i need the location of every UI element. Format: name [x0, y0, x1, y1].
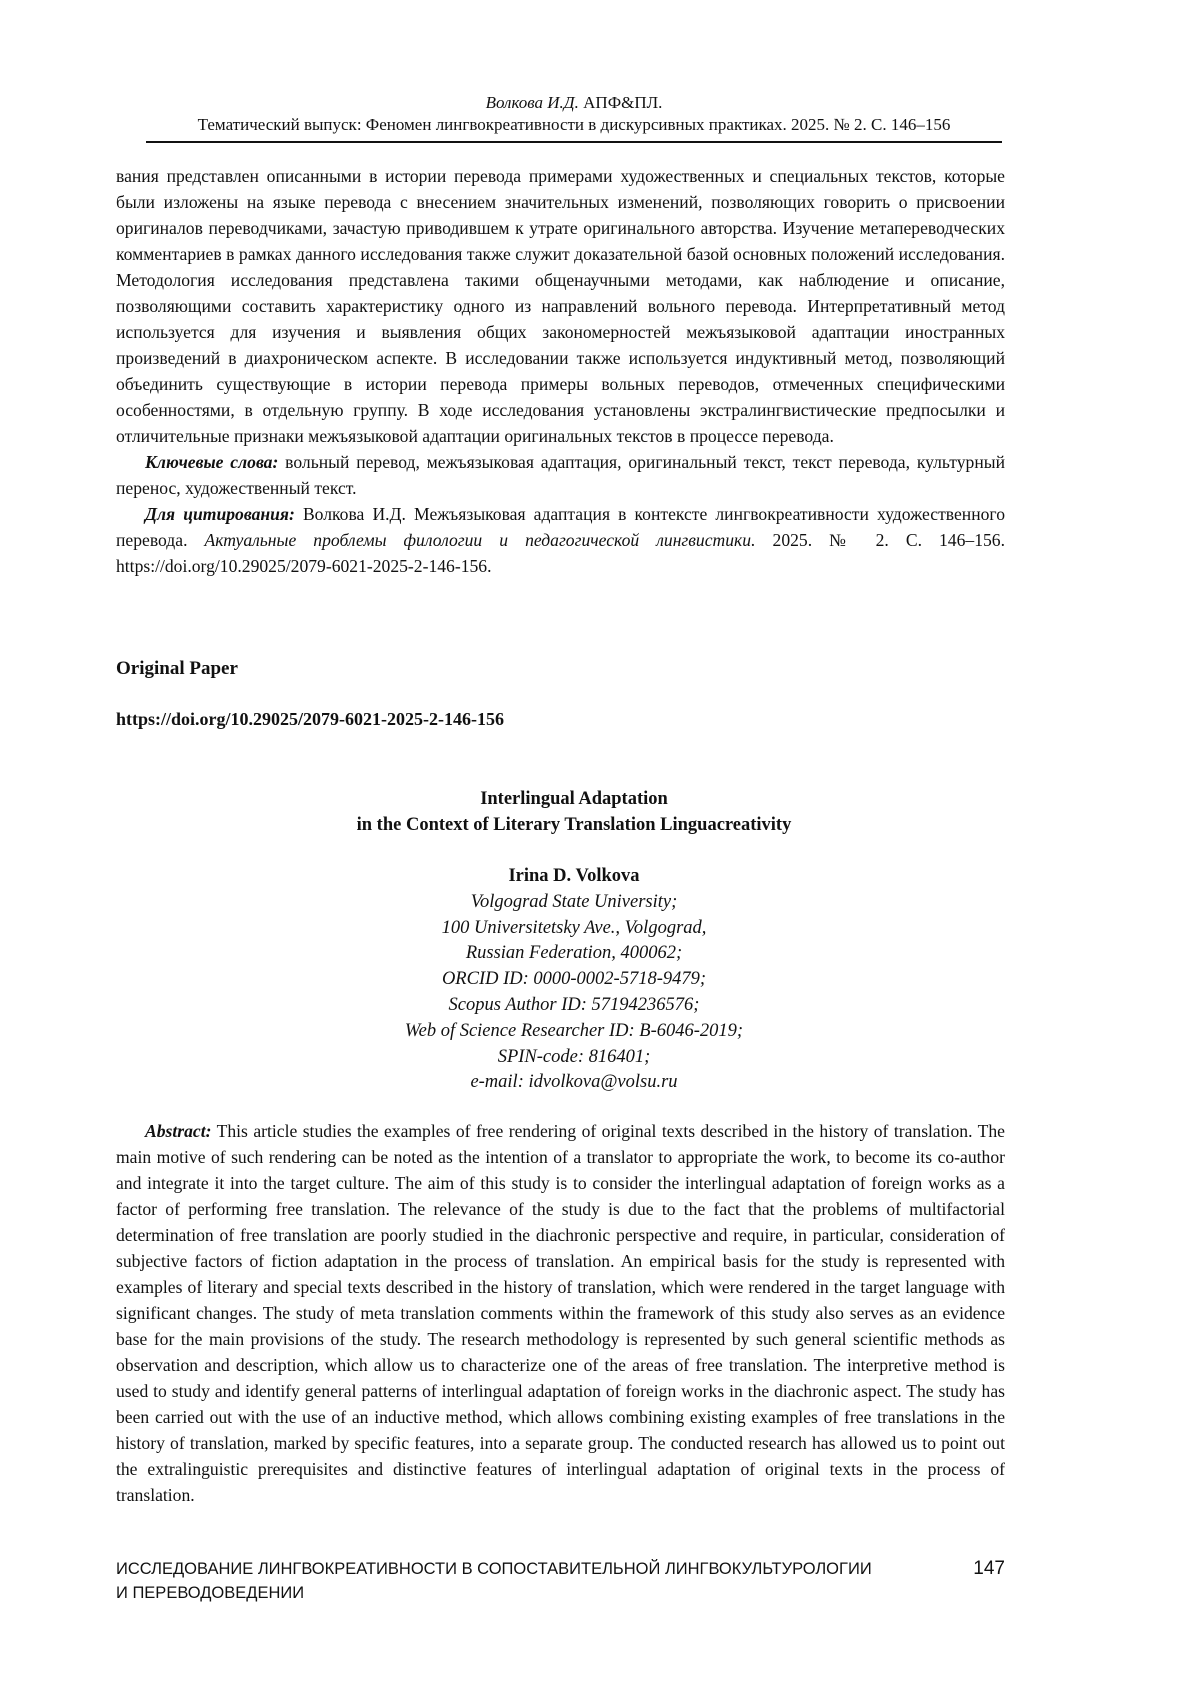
footer-section-line-1: ИССЛЕДОВАНИЕ ЛИНГВОКРЕАТИВНОСТИ В СОПОСТАВИТЕЛЬНОЙ ЛИНГВОКУЛЬТУРОЛОГИИ	[116, 1560, 872, 1578]
author-name: Irina D. Volkova	[508, 866, 640, 886]
scopus-line: Scopus Author ID: 57194236576;	[448, 994, 700, 1015]
email-line[interactable]: e-mail: idvolkova@volsu.ru	[470, 1072, 678, 1093]
russian-keywords	[116, 449, 1005, 501]
doi-link[interactable]: https://doi.org/10.29025/2079-6021-2025-2-146-156	[116, 709, 504, 729]
keywords-label: Ключевые слова:	[145, 452, 279, 472]
running-head-author: Волкова И.Д.	[485, 93, 579, 112]
affiliation-line: Russian Federation, 400062;	[465, 943, 683, 964]
article-type: Original Paper	[116, 658, 238, 679]
affiliation-line: Volgograd State University;	[470, 891, 678, 912]
russian-abstract-block	[116, 163, 1005, 579]
running-head-issue: Тематический выпуск: Феномен лингвокреативности в дискурсивных практиках. 2025. № 2. С. 146–156	[197, 115, 951, 134]
header-divider	[146, 141, 1002, 143]
running-head-author-line	[146, 92, 1002, 114]
citation-text: Волкова И.Д. Межъязыковая адаптация в контексте лингвокреативности художественного перевода.	[116, 504, 1005, 550]
keywords-text: вольный перевод, межъязыковая адаптация, оригинальный текст, текст перевода, культурный перенос, художественный текст.	[116, 452, 1005, 498]
wos-line: Web of Science Researcher ID: B-6046-2019;	[404, 1020, 744, 1041]
russian-abstract-continued: вания представлен описанными в истории перевода примерами художественных и специальных текстов, которые были изложены на языке перевода с внесением значительных изменений, позволяющих говорить о присвоении оригиналов переводчиками, зачастую приводившем к утрате оригинального авторства. Изучение метапереводческих комментариев в рамках данного исследования также служит доказательной базой основных положений исследования. Методология исследования представлена такими общенаучными методами, как наблюдение и описание, позволяющими составить характеристику одного из направлений вольного перевода. Интерпретативный метод используется для изучения и выявления общих закономерностей межъязыковой адаптации иностранных произведений в диахроническом аспекте. В исследовании также используется индуктивный метод, позволяющий объединить существующие в истории перевода примеры вольных переводов, отмеченных специфическими особенностями, в отдельную группу. В ходе исследования установлены экстралингвистические предпосылки и отличительные признаки межъязыковой адаптации оригинальных текстов в процессе перевода.	[116, 166, 1005, 446]
abstract-text: This article studies the examples of free rendering of original texts described in the history of translation. The main motive of such rendering can be noted as the intention of a translator to appropriate the work, to become its co-author and integrate it into the target culture. The aim of this study is to consider the interlingual adaptation of foreign works as a factor of performing free translation. The relevance of the study is due to the fact that the problems of multifactorial determination of free translation are poorly studied in the diachronic perspective and require, in particular, consideration of subjective factors of fiction adaptation in the process of translation. An empirical basis for the study is represented with examples of literary and special texts described in the history of translation, which were rendered in the target language with significant changes. The study of meta translation comments within the framework of this study also serves as an evidence base for the main provisions of the study. The research methodology is represented by such general scientific methods as observation and description, which allow us to characterize one of the areas of free translation. The interpretive method is used to study and identify general patterns of interlingual adaptation of foreign works in the diachronic aspect. The study has been carried out with the use of an inductive method, which allows combining existing examples of free translations in the history of translation, marked by specific features, into a separate group. The conducted research has allowed us to point out the extralinguistic prerequisites and distinctive features of interlingual adaptation of original texts in the process of translation.	[116, 1121, 1005, 1505]
footer-section-title	[116, 1557, 876, 1605]
russian-citation	[116, 501, 1005, 579]
author-info	[146, 864, 1002, 1096]
title-line-1: Interlingual Adaptation	[480, 789, 668, 809]
spin-line: SPIN-code: 816401;	[497, 1046, 651, 1067]
orcid-line: ORCID ID: 0000-0002-5718-9479;	[441, 969, 707, 990]
affiliation-line: 100 Universitetsky Ave., Volgograd,	[441, 917, 707, 938]
running-head	[146, 92, 1002, 136]
footer-section-line-2: И ПЕРЕВОДОВЕДЕНИИ	[116, 1584, 305, 1602]
citation-journal: Актуальные проблемы филологии и педагогической лингвистики.	[204, 530, 756, 550]
citation-end: 2025. № 2. С. 146–156. https://doi.org/10.29025/2079-6021-2025-2-146-156.	[116, 530, 1005, 576]
article-title	[146, 786, 1002, 838]
title-line-2: in the Context of Literary Translation Linguacreativity	[356, 815, 792, 835]
english-abstract	[116, 1118, 1005, 1508]
running-head-journal: АПФ&ПЛ.	[583, 93, 663, 112]
citation-label: Для цитирования:	[145, 504, 295, 524]
abstract-label: Abstract:	[145, 1121, 212, 1141]
page-number: 147	[973, 1558, 1005, 1579]
